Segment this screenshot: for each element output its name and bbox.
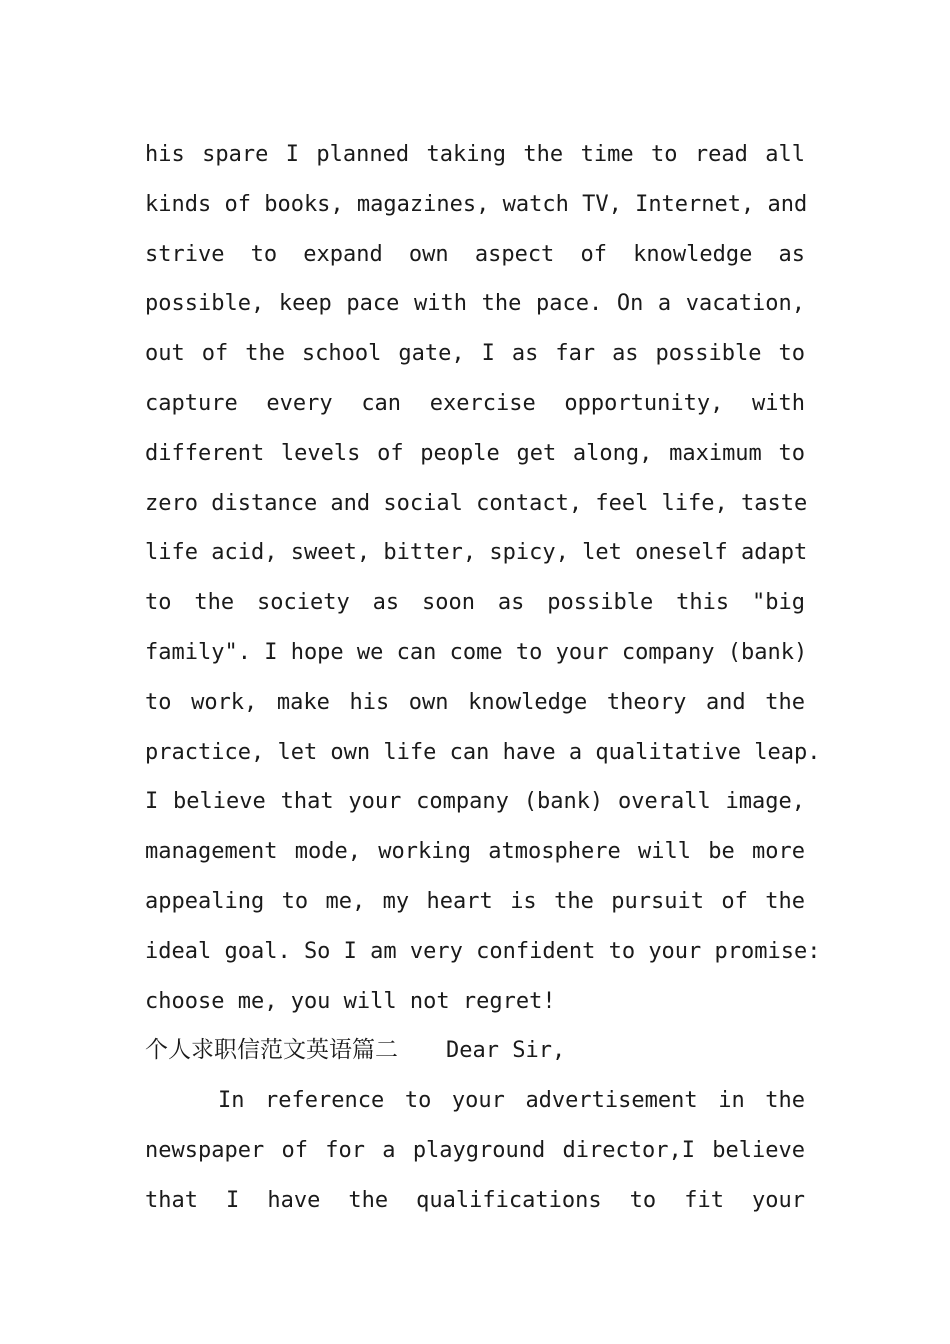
text-line: to work, make his own knowledge theory and the [145,689,805,715]
text-line: choose me, you will not regret! [145,988,556,1014]
section-title: 个人求职信范文英语篇二 [145,1037,398,1064]
text-line: In reference to your advertisement in the [218,1088,805,1114]
text-line: out of the school gate, I as far as possible to [145,341,805,367]
text-line: zero distance and social contact, feel life, taste [145,490,808,516]
text-line: family". I hope we can come to your company (bank) [145,639,808,665]
paragraph-2 [145,1076,805,1225]
text-line: possible, keep pace with the pace. On a vacation, [145,291,805,317]
section-heading [145,1026,805,1076]
text-line: to the society as soon as possible this "big [145,590,805,616]
text-line: appealing to me, my heart is the pursuit of the [145,888,805,914]
text-line: different levels of people get along, maximum to [145,440,805,466]
text-line: kinds of books, magazines, watch TV, Internet, and [145,191,808,217]
text-line: his spare I planned taking the time to read all [145,142,805,167]
salutation: Dear Sir, [446,1038,566,1064]
body-text [145,130,821,1226]
text-line: management mode, working atmosphere will be more [145,839,805,865]
text-line: life acid, sweet, bitter, spicy, let oneself adapt [145,540,808,566]
text-line: ideal goal. So I am very confident to your promise: [145,938,821,964]
text-line: strive to expand own aspect of knowledge as [145,241,805,267]
text-line: practice, let own life can have a qualitative leap. [145,739,821,765]
paragraph-1 [145,130,821,1026]
text-line: newspaper of for a playground director,I believe [145,1137,805,1163]
text-line: capture every can exercise opportunity, with [145,390,805,416]
text-line: that I have the qualifications to fit your [145,1187,805,1213]
text-line: I believe that your company (bank) overall image, [145,789,805,815]
